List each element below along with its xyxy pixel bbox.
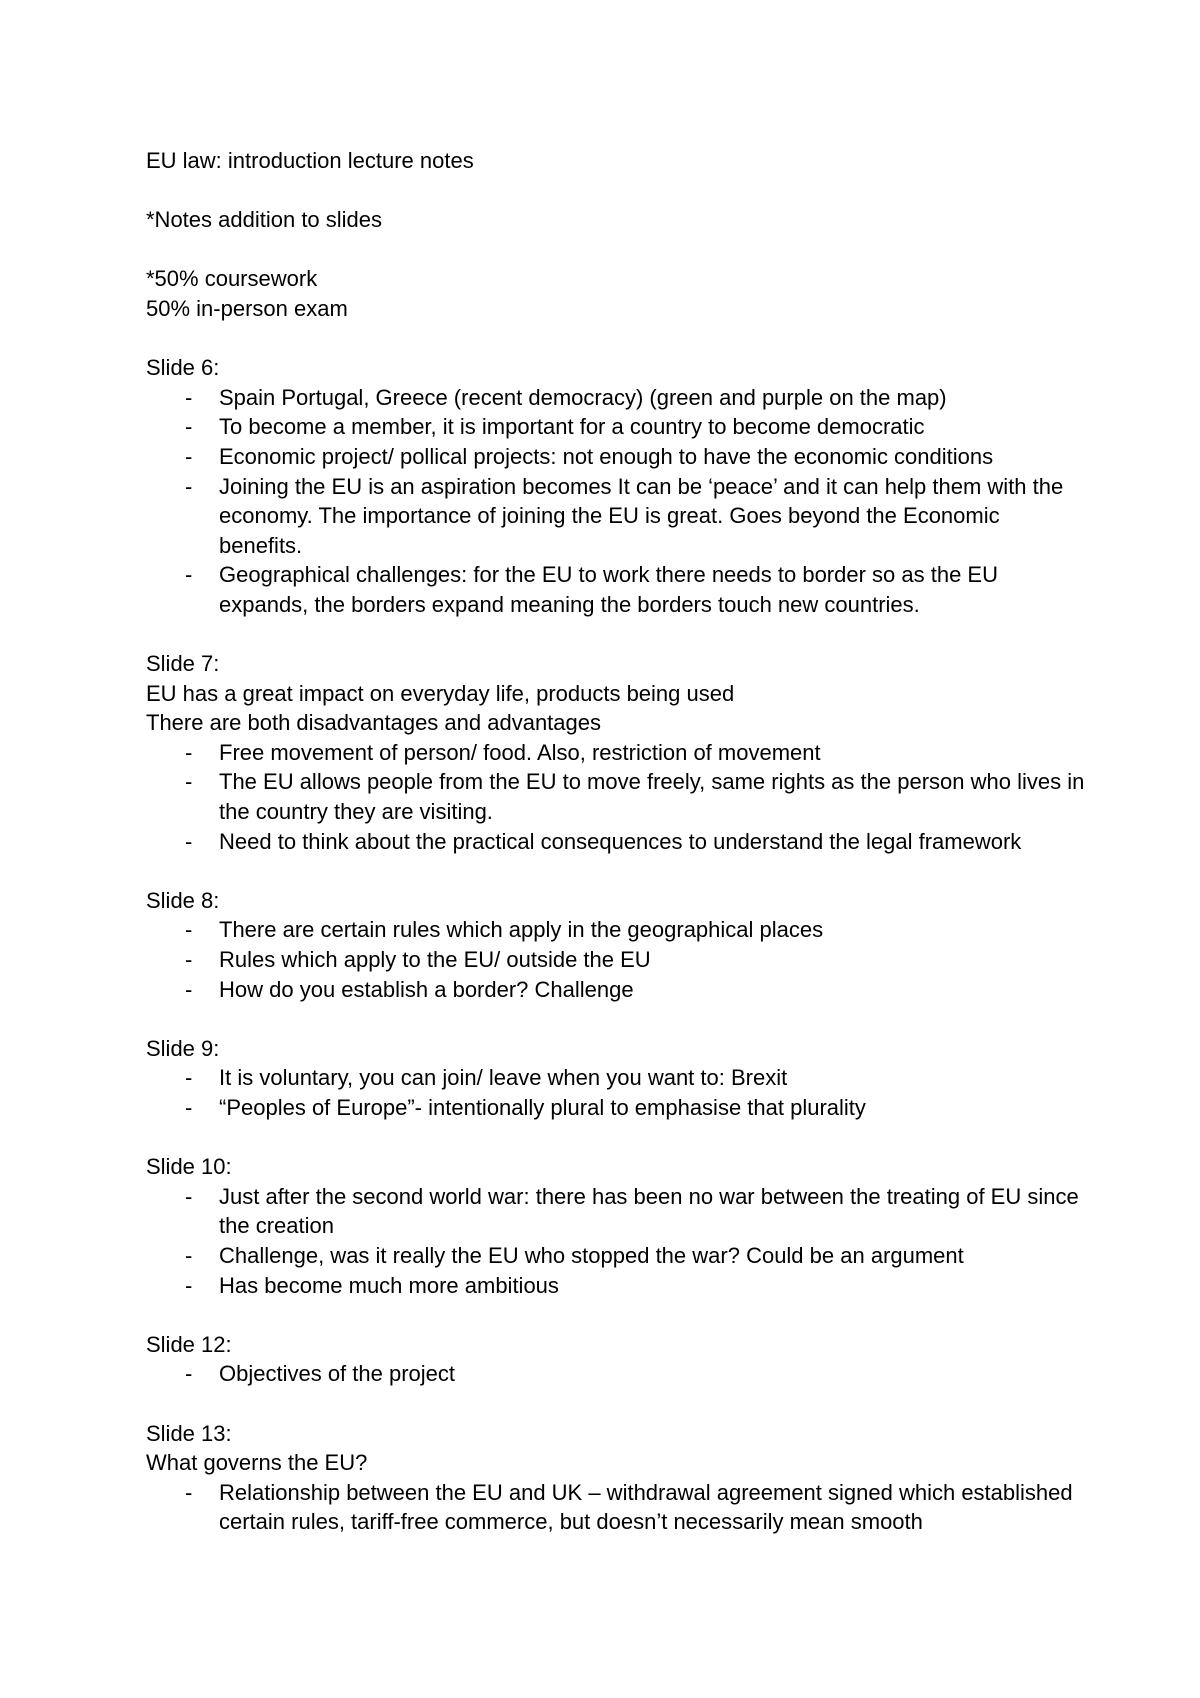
dash-bullet: - — [185, 1272, 193, 1298]
slide-10-section — [146, 1152, 1086, 1300]
dash-bullet: - — [185, 1065, 193, 1091]
dash-bullet: - — [185, 384, 193, 410]
list-item — [146, 1271, 1086, 1301]
document-page — [146, 146, 1086, 1537]
dash-bullet: - — [185, 443, 193, 469]
list-item-text: Joining the EU is an aspiration becomes It can be ‘peace’ and it can help them with the economy. The importance of joining the EU is great. Goes beyond the Economic benefits. — [219, 473, 1064, 558]
list-item — [146, 767, 1086, 826]
list-item — [146, 1478, 1086, 1537]
list-item-text: Challenge, was it really the EU who stopped the war? Could be an argument — [219, 1242, 964, 1268]
list-item-text: The EU allows people from the EU to move freely, same rights as the person who lives in the country they are visiting. — [219, 769, 1085, 825]
list-item-text: Economic project/ pollical projects: not enough to have the economic conditions — [219, 443, 994, 469]
slide-heading: Slide 7: — [146, 651, 220, 677]
list-item — [146, 945, 1086, 975]
dash-bullet: - — [185, 769, 193, 795]
list-item-text: Just after the second world war: there has been no war between the treating of EU since the creation — [219, 1183, 1079, 1239]
bullet-list — [146, 1063, 1086, 1122]
list-item — [146, 1241, 1086, 1271]
dash-bullet: - — [185, 1479, 193, 1505]
list-item-text: Spain Portugal, Greece (recent democracy) (green and purple on the map) — [219, 384, 947, 410]
bullet-list — [146, 738, 1086, 856]
slide-heading: Slide 6: — [146, 355, 220, 381]
spacer — [146, 1123, 1086, 1153]
dash-bullet: - — [185, 976, 193, 1002]
list-item — [146, 975, 1086, 1005]
slide-9-section — [146, 1034, 1086, 1123]
slide-heading: Slide 8: — [146, 887, 220, 913]
dash-bullet: - — [185, 473, 193, 499]
list-item — [146, 383, 1086, 413]
slide-13-section — [146, 1419, 1086, 1537]
list-item — [146, 738, 1086, 768]
spacer — [146, 1300, 1086, 1330]
dash-bullet: - — [185, 562, 193, 588]
dash-bullet: - — [185, 1242, 193, 1268]
list-item — [146, 442, 1086, 472]
assessment-coursework: *50% coursework — [146, 266, 318, 292]
dash-bullet: - — [185, 1183, 193, 1209]
list-item — [146, 915, 1086, 945]
paragraph-text: There are both disadvantages and advantages — [146, 710, 601, 736]
paragraph-text: What governs the EU? — [146, 1450, 368, 1476]
spacer — [146, 856, 1086, 886]
spacer — [146, 1004, 1086, 1034]
spacer — [146, 620, 1086, 650]
list-item-text: Objectives of the project — [219, 1361, 456, 1387]
dash-bullet: - — [185, 1095, 193, 1120]
list-item-text: How do you establish a border? Challenge — [219, 976, 634, 1002]
list-item — [146, 472, 1086, 561]
paragraph-text: EU has a great impact on everyday life, products being used — [146, 680, 735, 706]
list-item — [146, 827, 1086, 857]
list-item — [146, 1063, 1086, 1093]
dash-bullet: - — [185, 414, 193, 440]
slide-heading: Slide 10: — [146, 1154, 232, 1180]
slide-8-section — [146, 886, 1086, 1004]
dash-bullet: - — [185, 917, 193, 943]
list-item-text: Rules which apply to the EU/ outside the EU — [219, 947, 651, 973]
list-item — [146, 1182, 1086, 1241]
list-item-text: Need to think about the practical consequences to understand the legal framework — [219, 828, 1022, 854]
spacer — [146, 324, 1086, 354]
list-item-text: To become a member, it is important for a country to become democratic — [219, 414, 925, 440]
list-item — [146, 1359, 1086, 1389]
assessment-exam: 50% in-person exam — [146, 295, 348, 321]
list-item-text: Geographical challenges: for the EU to work there needs to border so as the EU expands, the borders expand meaning the borders touch new countries. — [219, 562, 998, 617]
bullet-list — [146, 915, 1086, 1004]
list-item-text: Relationship between the EU and UK – withdrawal agreement signed which established certain rules, tariff-free commerce, but doesn’t necessarily mean smooth — [219, 1479, 1073, 1535]
spacer — [146, 176, 1086, 206]
list-item-text: “Peoples of Europe”- intentionally plural to emphasise that plurality — [219, 1095, 866, 1120]
slide-heading: Slide 12: — [146, 1331, 232, 1357]
dash-bullet: - — [185, 1361, 193, 1387]
slide-heading: Slide 13: — [146, 1420, 232, 1446]
spacer — [146, 235, 1086, 265]
list-item-text: There are certain rules which apply in the geographical places — [219, 917, 824, 943]
bullet-list — [146, 1359, 1086, 1389]
slide-7-section — [146, 649, 1086, 856]
bullet-list — [146, 1478, 1086, 1537]
bullet-list — [146, 383, 1086, 620]
dash-bullet: - — [185, 739, 193, 765]
slide-heading: Slide 9: — [146, 1035, 220, 1061]
list-item-text: Has become much more ambitious — [219, 1272, 559, 1298]
list-item — [146, 412, 1086, 442]
document-title: EU law: introduction lecture notes — [146, 148, 474, 173]
list-item — [146, 1093, 1086, 1123]
notes-remark: *Notes addition to slides — [146, 207, 383, 233]
dash-bullet: - — [185, 947, 193, 973]
dash-bullet: - — [185, 828, 193, 854]
list-item-text: It is voluntary, you can join/ leave when you want to: Brexit — [219, 1065, 788, 1091]
list-item — [146, 560, 1086, 619]
slide-12-section — [146, 1330, 1086, 1389]
bullet-list — [146, 1182, 1086, 1300]
spacer — [146, 1389, 1086, 1419]
list-item-text: Free movement of person/ food. Also, restriction of movement — [219, 739, 821, 765]
slide-6-section — [146, 353, 1086, 619]
